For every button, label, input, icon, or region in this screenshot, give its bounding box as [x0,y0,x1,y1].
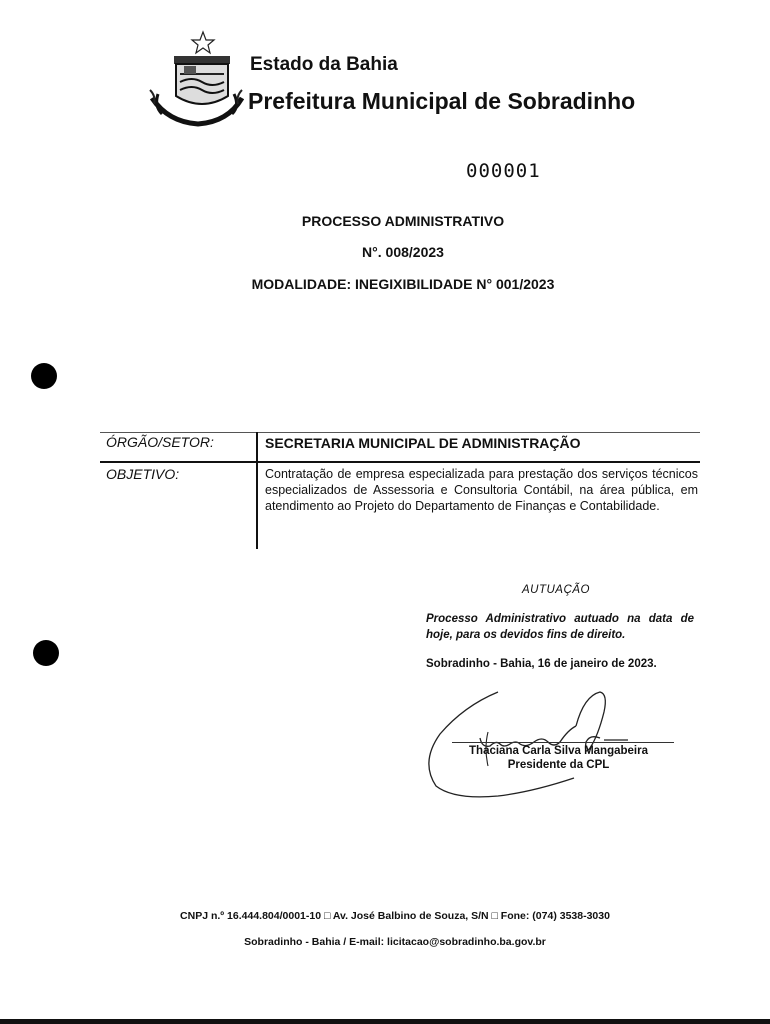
footer-address-line: CNPJ n.º 16.444.804/0001-10 □ Av. José Balbino de Souza, S/N □ Fone: (074) 3538-3030 [180,910,610,922]
punch-hole [31,363,57,389]
place-and-date: Sobradinho - Bahia, 16 de janeiro de 2023. [426,658,657,670]
footer-contact-line: Sobradinho - Bahia / E-mail: licitacao@sobradinho.ba.gov.br [244,936,546,948]
signature-line [452,742,674,743]
page-number-stamp: 000001 [466,160,541,182]
municipal-coat-of-arms-icon [148,30,244,130]
signer-role: Presidente da CPL [507,759,610,771]
handwritten-signature-icon [424,686,664,802]
process-modalidade: MODALIDADE: INEGIXIBILIDADE N° 001/2023 [251,276,555,292]
scan-bottom-edge [0,1019,770,1024]
autuacao-text: Processo Administrativo autuado na data de hoje, para os devidos fins de direito. [426,613,694,641]
header-state-name: Estado da Bahia [250,54,398,75]
objetivo-label: OBJETIVO: [106,466,180,482]
header-city-name: Prefeitura Municipal de Sobradinho [248,88,636,114]
process-title: PROCESSO ADMINISTRATIVO [301,213,505,229]
autuacao-title: AUTUAÇÃO [522,584,590,596]
table-top-rule [100,432,700,433]
process-number: N°. 008/2023 [362,244,444,260]
orgao-setor-label: ÓRGÃO/SETOR: [106,434,214,450]
punch-hole [33,640,59,666]
process-info-table [96,428,702,551]
table-row-divider [100,461,700,463]
table-column-divider [256,432,258,549]
orgao-setor-value: SECRETARIA MUNICIPAL DE ADMINISTRAÇÃO [265,435,581,451]
signer-name: Thaciana Carla Silva Mangabeira [469,745,648,757]
objetivo-text: Contratação de empresa especializada para prestação dos serviços técnicos especializados de Assessoria e Consultoria Contábil, na área pública, em atendimento ao Projeto do Departamento de Finanças e Contabilidade. [265,467,698,513]
